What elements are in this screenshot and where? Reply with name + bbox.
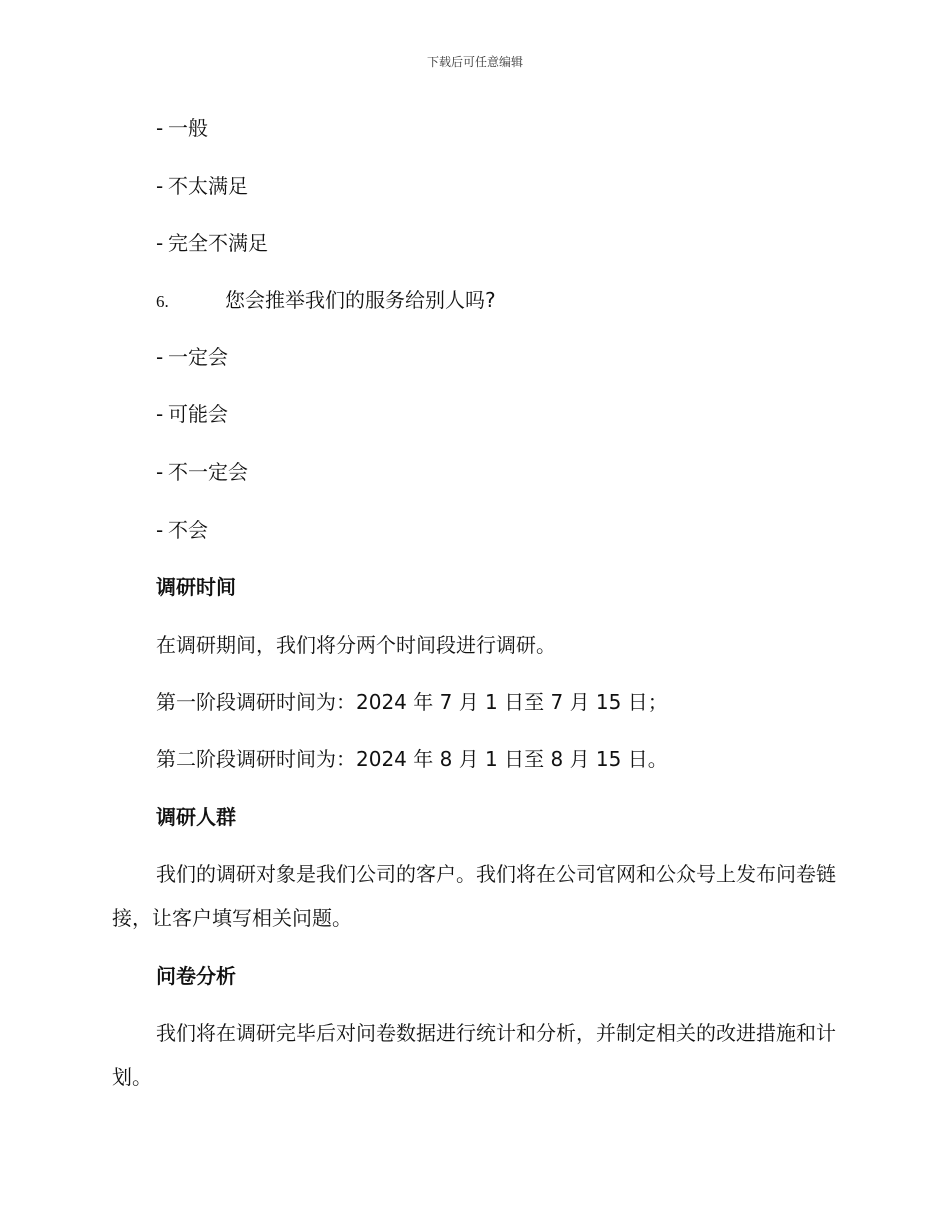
section-heading-survey-time: 调研时间 xyxy=(156,575,236,599)
page-header: 下载后可任意编辑 xyxy=(426,55,523,69)
option-dash: - xyxy=(156,518,164,542)
survey-time-phase-1: 第一阶段调研时间为：2024 年 7 月 1 日至 7 月 15 日； xyxy=(156,690,668,714)
option-label: 不会 xyxy=(168,518,208,542)
option-dash: - xyxy=(156,116,164,140)
option-dash: - xyxy=(156,231,164,255)
option-label: 完全不满足 xyxy=(168,231,268,255)
option-item xyxy=(156,172,248,200)
question-number: 6. xyxy=(156,292,169,311)
option-dash: - xyxy=(156,345,164,369)
option-item xyxy=(156,516,208,544)
option-item xyxy=(156,229,268,257)
option-dash: - xyxy=(156,174,164,198)
section-heading-analysis: 问卷分析 xyxy=(156,964,236,988)
option-label: 不太满足 xyxy=(168,174,248,198)
option-label: 一般 xyxy=(168,116,208,140)
option-label: 可能会 xyxy=(168,402,228,426)
option-dash: - xyxy=(156,460,164,484)
option-item xyxy=(156,114,208,142)
option-item xyxy=(156,343,228,371)
analysis-paragraph: 我们将在调研完毕后对问卷数据进行统计和分析，并制定相关的改进措施和计划。 xyxy=(112,1021,836,1089)
question-6 xyxy=(156,286,496,316)
option-label: 不一定会 xyxy=(168,460,248,484)
section-heading-survey-people: 调研人群 xyxy=(156,805,236,829)
option-item xyxy=(156,458,248,486)
survey-people-paragraph: 我们的调研对象是我们公司的客户。我们将在公司官网和公众号上发布问卷链接，让客户填写相关问题。 xyxy=(112,862,836,930)
option-item xyxy=(156,400,228,428)
option-label: 一定会 xyxy=(168,345,228,369)
option-dash: - xyxy=(156,402,164,426)
survey-time-phase-2: 第二阶段调研时间为：2024 年 8 月 1 日至 8 月 15 日。 xyxy=(156,747,668,771)
survey-time-intro: 在调研期间，我们将分两个时间段进行调研。 xyxy=(156,633,556,657)
question-text: 您会推举我们的服务给别人吗? xyxy=(225,288,496,312)
